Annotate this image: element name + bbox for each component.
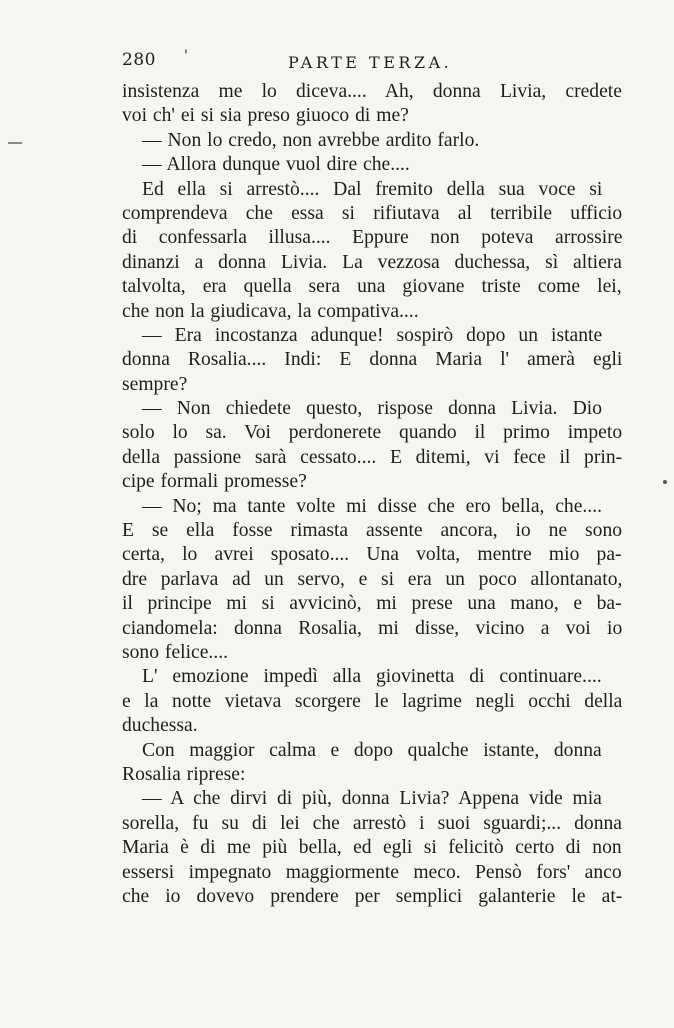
text-line: — Non lo credo, non avrebbe ardito farlo. [142, 129, 480, 151]
text-line: — Non chiedete questo, rispose donna Livia. Dio [142, 398, 603, 420]
text-line: L' emozione impedì alla giovinetta di continuare.... [142, 666, 602, 688]
text-line: talvolta, era quella sera una giovane triste come lei, [122, 276, 622, 298]
text-line: Ed ella si arrestò.... Dal fremito della sua voce si [142, 178, 603, 200]
page-number: 280 [122, 50, 156, 70]
text-line: donna Rosalia.... Indi: E donna Maria l' amerà egli [122, 349, 623, 371]
text-line: che non la giudicava, la compativa.... [122, 300, 419, 322]
text-line: duchessa. [122, 715, 198, 737]
page-header [122, 50, 622, 76]
text-line: il principe mi si avvicinò, mi prese una mano, e ba- [122, 593, 622, 615]
text-line: ciandomela: donna Rosalia, mi disse, vicino a voi io [122, 617, 623, 639]
text-line: — No; ma tante volte mi disse che ero bella, che.... [142, 495, 603, 517]
text-line: sempre? [122, 373, 188, 395]
text-line: — A che dirvi di più, donna Livia? Appena vide mia [142, 788, 602, 810]
text-line: Maria è di me più bella, ed egli si felicitò certo di non [122, 837, 622, 859]
text-line: comprendeva che essa si rifiutava al terribile ufficio [122, 202, 623, 224]
text-line: voi ch' ei si sia preso giuoco di me? [122, 105, 409, 127]
header-mark: ' [184, 48, 188, 64]
text-line: Rosalia riprese: [122, 763, 246, 785]
text-line: essersi impegnato maggiormente meco. Pensò fors' anco [122, 861, 622, 883]
text-line: dre parlava ad un servo, e si era un poco allontanato, [122, 568, 623, 590]
margin-smudge [8, 142, 22, 144]
text-line: della passione sarà cessato.... E ditemi, vi fece il prin- [122, 446, 623, 468]
text-line: cipe formali promesse? [122, 471, 307, 493]
text-line: solo lo sa. Voi perdonerete quando il primo impeto [122, 422, 623, 444]
text-line: sono felice.... [122, 641, 229, 663]
text-line: Con maggior calma e dopo qualche istante, donna [142, 739, 602, 761]
text-line: certa, lo avrei sposato.... Una volta, mentre mio pa- [122, 544, 622, 566]
text-line: — Era incostanza adunque! sospirò dopo un istante [142, 324, 603, 346]
margin-speck [663, 480, 667, 484]
body-text [122, 80, 622, 909]
running-head: PARTE TERZA. [288, 53, 453, 72]
text-line: E se ella fosse rimasta assente ancora, io ne sono [122, 520, 623, 542]
text-line: che io dovevo prendere per semplici galanterie le at- [122, 885, 623, 907]
text-line: insistenza me lo diceva.... Ah, donna Livia, credete [122, 81, 622, 102]
text-line: sorella, fu su di lei che arrestò i suoi sguardi;... donna [122, 812, 622, 834]
text-line: — Allora dunque vuol dire che.... [142, 154, 410, 176]
text-line: e la notte vietava scorgere le lagrime negli occhi della [122, 690, 623, 712]
text-line: dinanzi a donna Livia. La vezzosa duchessa, sì altiera [122, 251, 623, 273]
text-line: di confessarla illusa.... Eppure non poteva arrossire [122, 227, 623, 249]
